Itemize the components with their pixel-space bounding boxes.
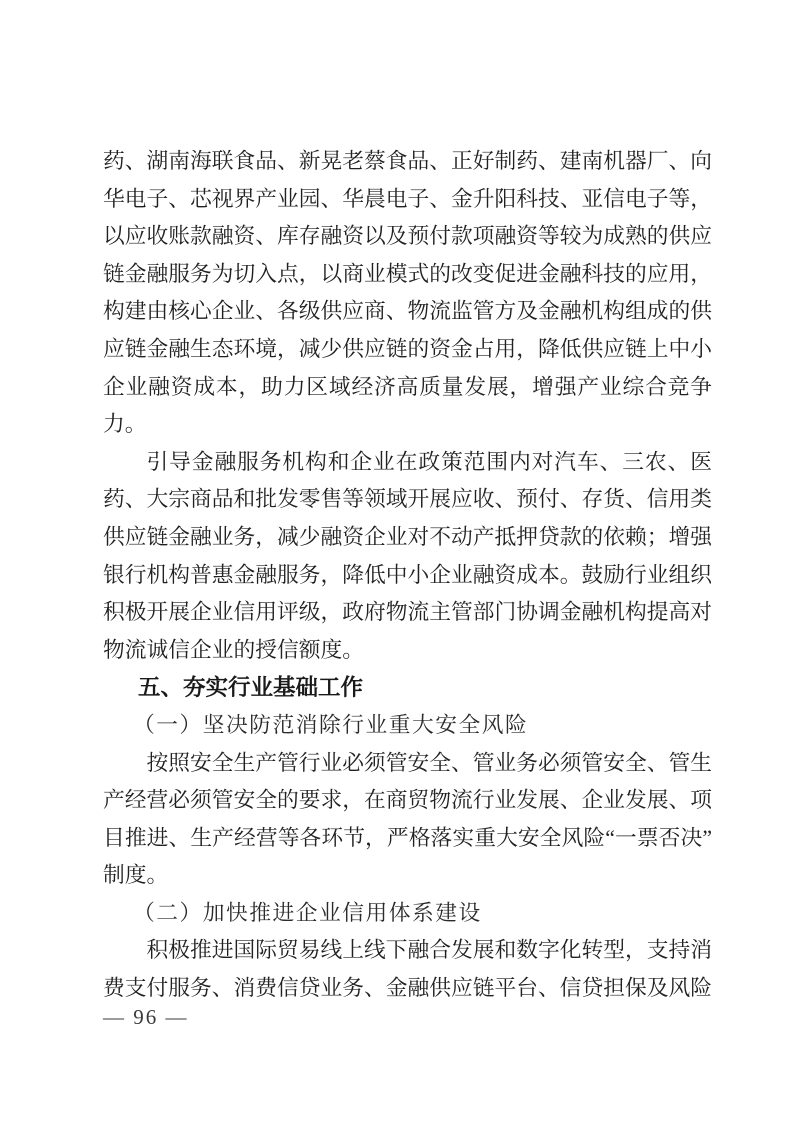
- paragraph-financial-services-guidance: 引导金融服务机构和企业在政策范围内对汽车、三农、医药、大宗商品和批发零售等领域开展应收、预付、存货、信用类供应链金融业务，减少融资企业对不动产抵押贷款的依赖；增强银行机构普惠金融服务，降低中小企业融资成本。鼓励行业组织积极开展企业信用评级，政府物流主管部门协调金融机构提高对物流诚信企业的授信额度。: [103, 449, 712, 662]
- paragraph-supply-chain-finance-companies: 药、湖南海联食品、新晃老蔡食品、正好制药、建南机器厂、向华电子、芯视界产业园、华晨电子、金升阳科技、亚信电子等，以应收账款融资、库存融资以及预付款项融资等较为成熟的供应链金融服务为切入点，以商业模式的改变促进金融科技的应用，构建由核心企业、各级供应商、物流监管方及金融机构组成的供应链金融生态环境，减少供应链的资金占用，降低供应链上中小企业融资成本，助力区域经济高质量发展，增强产业综合竞争力。: [103, 149, 712, 437]
- subheading-safety-risk-prevention: （一）坚决防范消除行业重大安全风险: [133, 712, 529, 737]
- paragraph-safety-production-requirements: 按照安全生产管行业必须管安全、管业务必须管安全、管生产经营必须管安全的要求，在商贸物流行业发展、企业发展、项目推进、生产经营等各环节，严格落实重大安全风险“一票否决”制度。: [103, 750, 712, 888]
- paragraph-trade-digital-transformation: 积极推进国际贸易线上线下融合发展和数字化转型，支持消费支付服务、消费信贷业务、金融供应链平台、信贷担保及风险: [103, 938, 712, 1001]
- section-heading-industry-foundation: 五、夯实行业基础工作: [138, 675, 364, 701]
- page-body-text: [103, 143, 712, 1008]
- page-number: — 96 —: [103, 1005, 189, 1029]
- subheading-credit-system-building: （二）加快推进企业信用体系建设: [133, 900, 482, 925]
